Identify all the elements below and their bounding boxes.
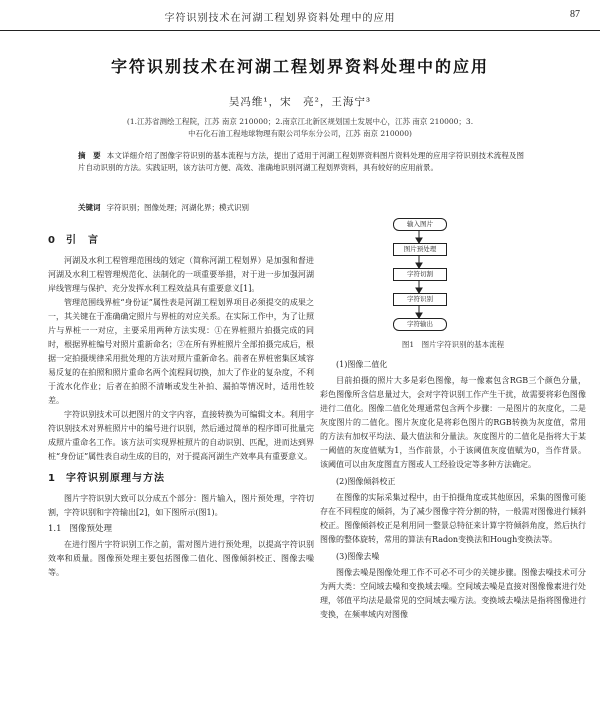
subheading-denoising: (3)图像去噪: [336, 552, 380, 561]
left-column: [48, 228, 314, 580]
paragraph: 图片字符识别大致可以分成五个部分：图片输入，图片预处理，字符切割，字符识别和字符输出[2]，如下图所示(图1)。: [48, 494, 314, 517]
subsection-heading-preprocessing: [48, 522, 314, 536]
running-header: [0, 0, 600, 31]
flow-step-segmentation: 字符切割: [393, 268, 447, 281]
flow-step-recognition: 字符识别: [393, 293, 447, 306]
flow-step-output: 字符输出: [393, 318, 447, 331]
affiliation-line-2: 中石化石油工程地球物理有限公司华东分公司，江苏 南京 210000): [188, 129, 412, 138]
section-title: 引 言: [65, 235, 99, 246]
section-heading-principles: [48, 472, 314, 486]
section-heading-introduction: [48, 234, 314, 248]
running-title: 字符识别技术在河湖工程划界资料处理中的应用: [164, 13, 396, 24]
subheading-binarization: (1)图像二值化: [336, 360, 388, 369]
paragraph: 字符识别技术可以把图片的文字内容，直接转换为可编辑文本。利用字符识别技术对界桩照片中的编号进行识别，然后通过简单的程序即可批量完成照片重命名工作。该方法可实现界桩照片的自动识别、匹配，进而达到界桩“身份证”属性表自动生成的目的，对于提高河湖生产效率具有重要意义。: [48, 410, 314, 461]
subsection-title: 图像预处理: [69, 524, 113, 534]
flow-step-preprocess: 图片预处理: [393, 243, 447, 256]
keywords: [78, 202, 524, 214]
abstract-label: 摘 要: [78, 151, 101, 160]
flowchart-arrows: [320, 218, 586, 336]
figure-caption: 图1 图片字符识别的基本流程: [401, 340, 505, 349]
paragraph: 河湖及水利工程管理范围线的划定（简称河湖工程划界）是加强和督进河湖及水利工程管理规范化、法制化的一项重要举措，对于进一步加强河湖岸线管理与保护、充分发挥水利工程效益具有重要意义[1]。: [48, 256, 314, 293]
subheading-tilt-correction: (2)图像倾斜校正: [336, 477, 396, 486]
paragraph: 管理范围线界桩“身份证”属性表是河湖工程划界项目必须提交的成果之一，其关键在于准确确定照片与界桩的对应关系。在实际工作中，为了让照片与界桩一一对应，主要采用两种方法实现：①在界桩照片拍摄完成的同时，根据界桩编号对照片重新命名；②在所有界桩照片全部拍摄完成后，根据一定拍摄规律采用批处理的方法对照片重新命名。前者在界桩密集区域容易反复的在拍照和照片重命名两个流程间切换，加大了作业的复杂度，不利于流水化作业；后者在拍照不清晰或发生补拍、漏拍等情况时，适用性较差。: [48, 298, 314, 405]
page-number: 87: [570, 9, 580, 20]
keywords-text: 字符识别；图像处理；河湖化界；模式识别: [106, 203, 249, 212]
paragraph: 图像去噪是图像处理工作不可必不可少的关键步骤。图像去噪技术可分为两大类：空间域去噪和变换域去噪。空间域去噪是直接对图像像素进行处理，邻值平均法是最常见的空间域去噪方法。变换域去噪法是指将图像进行变换，在频率域内对图像: [320, 568, 586, 619]
flowchart-figure: [320, 218, 586, 336]
section-title: 字符识别原理与方法: [65, 473, 165, 484]
subsection-number: 1.1: [48, 524, 62, 534]
paper-title: 字符识别技术在河湖工程划界资料处理中的应用: [110, 57, 489, 76]
author-list: 吴冯维¹，宋 亮²，王海宁³: [228, 96, 372, 108]
paragraph: 在进行图片字符识别工作之前，需对图片进行预处理，以提高字符识别效率和质量。图像预处理主要包括图像二值化、图像倾斜校正、图像去噪等。: [48, 540, 314, 577]
keywords-label: 关键词: [78, 203, 101, 212]
flow-step-input: 输入图片: [393, 218, 447, 231]
abstract-text: 本文详细介绍了图像字符识别的基本流程与方法，提出了适用于河湖工程划界资料图片资料处理的应用字符识别技术流程及图片自动识别的方法。实践证明，该方法可方便、高效、准确地识别河湖工程划界资料，具有较好的应用前景。: [78, 151, 524, 172]
paragraph: 在图像的实际采集过程中，由于拍摄角度或其他原因，采集的图像可能存在不同程度的倾斜，为了减少图像字符分割的特，一般需对图像进行倾斜校正。图像倾斜校正是利用同一整景总特征来计算字符倾斜角度，然后执行图像的整体旋转，常用的算法有Radon变换法和Hough变换法等。: [320, 493, 586, 544]
affiliation-line-1: (1.江苏省测绘工程院，江苏 南京 210000；2.南京江北新区规划国土发展中心，江苏 南京 210000；3.: [126, 117, 474, 126]
paragraph: 目前拍摄的照片大多是彩色图像，每一像素包含RGB三个颜色分量，彩色图像所含信息量过大，会对字符识别工作产生干扰，故需要将彩色图像进行二值化。图像二值化处理通常包含两个步骤：一是图片的灰度化，二是灰度图片的二值化。图片灰度化是将彩色图片的RGB转换为灰度值，常用的方法有加权平均法、最大值法和分量法。灰度图片的二值化是指将大于某一阈值的灰度值赋为1，当作前景，小于该阈值灰度值赋为0，当作背景。该阈值可以由灰度图直方图或人工经验设定等多种方法确定。: [320, 376, 586, 469]
abstract: [78, 150, 524, 174]
right-column: [320, 218, 586, 622]
section-number: 1: [48, 473, 56, 484]
section-number: 0: [48, 235, 56, 246]
